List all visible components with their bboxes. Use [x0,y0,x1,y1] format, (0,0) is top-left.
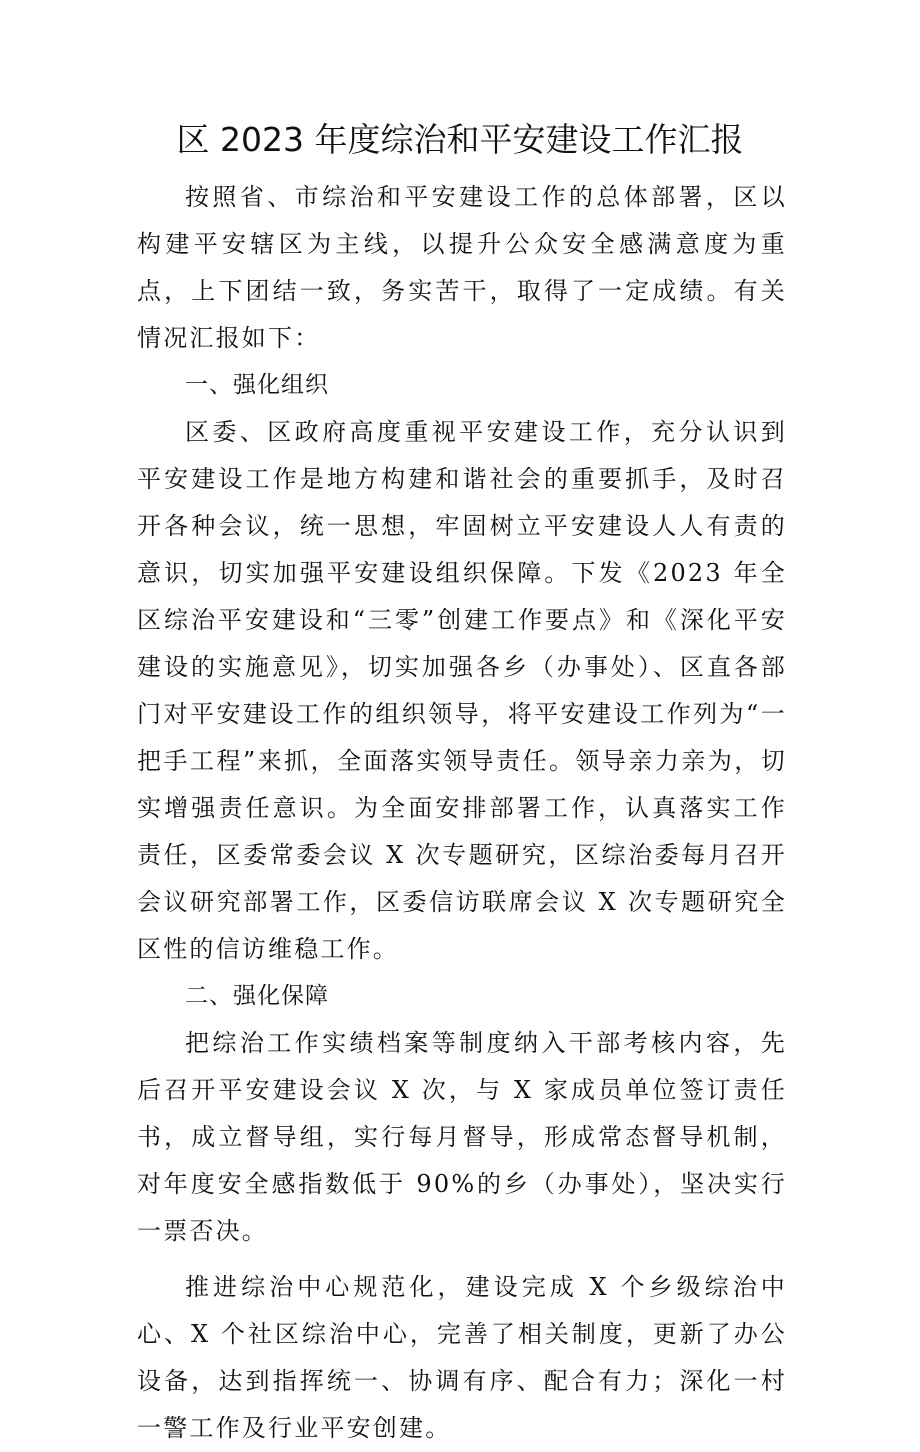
section-paragraph: 推进综治中心规范化，建设完成 X 个乡级综治中心、X 个社区综治中心，完善了相关制度，更新了办公设备，达到指挥统一、协调有序、配合有力；深化一村一警工作及行业平安创建。 [137,1273,787,1442]
document-title: 区 2023 年度综治和平安建设工作汇报 [176,120,744,159]
paragraph-spacer [137,1255,787,1264]
section-heading-guarantee: 二、强化保障 [185,983,329,1009]
section-paragraph: 把综治工作实绩档案等制度纳入干部考核内容，先后召开平安建设会议 X 次，与 X 家成员单位签订责任书，成立督导组，实行每月督导，形成常态督导机制，对年度安全感指数低于 90%的乡（办事处），坚决实行一票否决。 [137,1029,787,1245]
section-heading-organization: 一、强化组织 [185,372,329,398]
intro-paragraph: 按照省、市综治和平安建设工作的总体部署，区以构建平安辖区为主线，以提升公众安全感满意度为重点，上下团结一致，务实苦干，取得了一定成绩。有关情况汇报如下： [137,183,787,352]
document-body [137,174,787,1452]
section-paragraph: 区委、区政府高度重视平安建设工作，充分认识到平安建设工作是地方构建和谐社会的重要抓手，及时召开各种会议，统一思想，牢固树立平安建设人人有责的意识，切实加强平安建设组织保障。下发《2023 年全区综治平安建设和“三零”创建工作要点》和《深化平安建设的实施意见》，切实加强各乡（办事处）、区直各部门对平安建设工作的组织领导，将平安建设工作列为“一把手工程”来抓，全面落实领导责任。领导亲力亲为，切实增强责任意识。为全面安排部署工作，认真落实工作责任，区委常委会议 X 次专题研究，区综治委每月召开会议研究部署工作，区委信访联席会议 X 次专题研究全区性的信访维稳工作。 [137,418,787,963]
